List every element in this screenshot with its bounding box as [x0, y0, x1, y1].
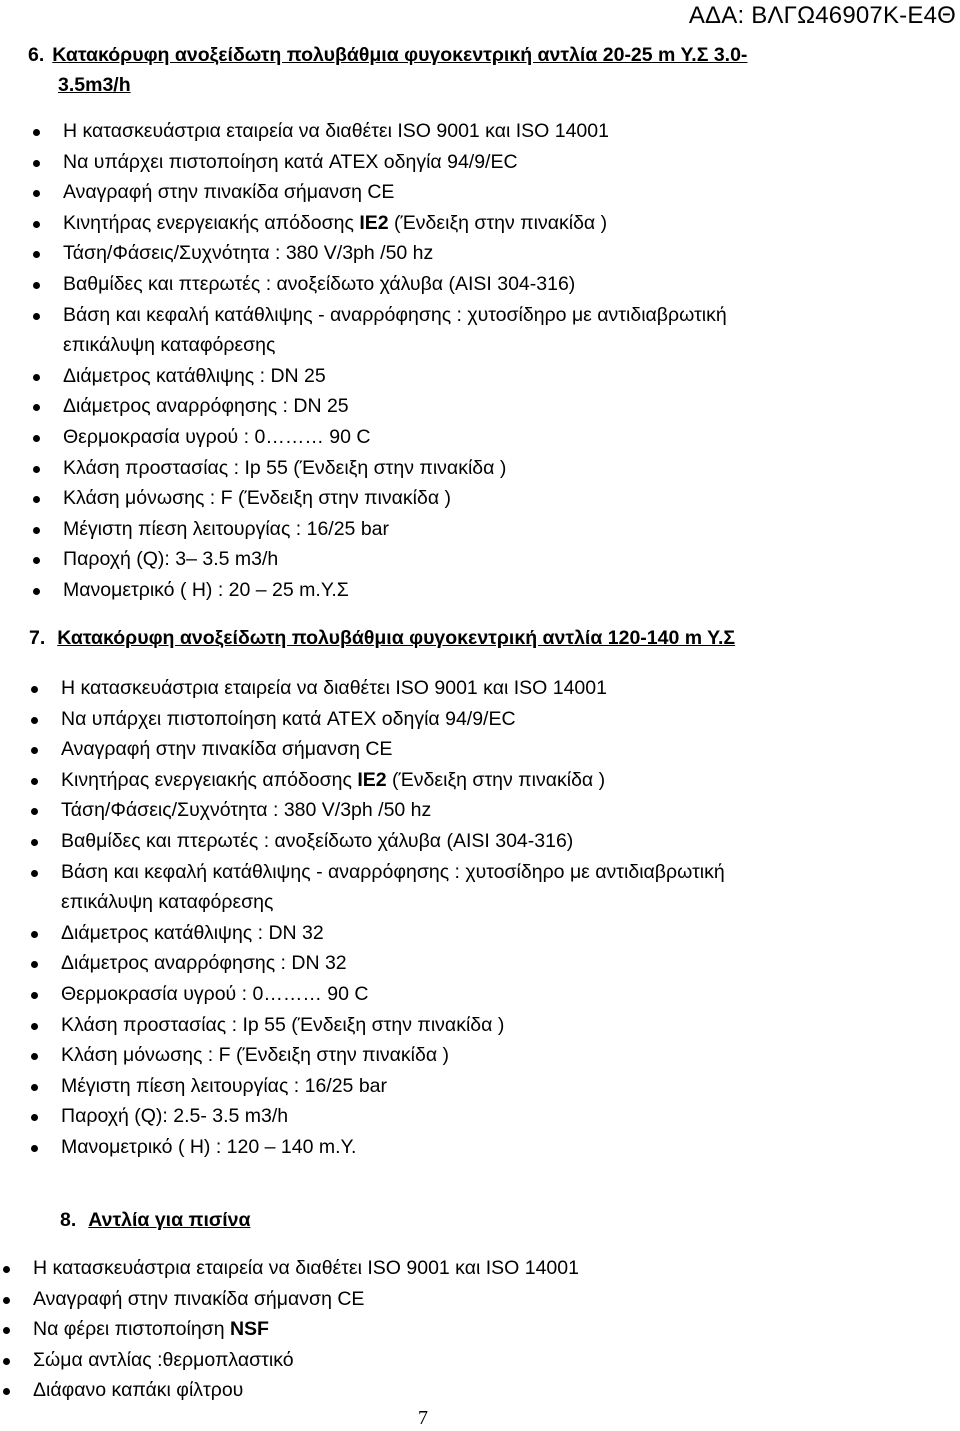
bullet-icon — [3, 1358, 10, 1365]
section-title: Αντλία για πισίνα — [88, 1209, 251, 1231]
section-title: Κατακόρυφη ανοξείδωτη πολυβάθμια φυγοκεντρική αντλία 120-140 m Y.Σ — [57, 627, 736, 649]
list-item-text: Τάση/Φάσεις/Συχνότητα : 380 V/3ph /50 hz — [61, 799, 432, 822]
list-item-text: Τάση/Φάσεις/Συχνότητα : 380 V/3ph /50 hz — [63, 242, 434, 265]
bullet-icon — [33, 435, 40, 442]
list-item-text: Να φέρει πιστοποίηση — [33, 1318, 230, 1341]
list-item — [33, 1345, 579, 1376]
bullet-icon — [3, 1266, 10, 1273]
list-item-bold-text: IE2 — [357, 768, 387, 791]
list-item-text: Αναγραφή στην πινακίδα σήμανση CE — [61, 738, 393, 761]
list-item-text: Θερμοκρασία υγρού : 0……… 90 C — [61, 982, 369, 1005]
list-item-text: Μέγιστη πίεση λειτουργίας : 16/25 bar — [63, 517, 390, 540]
list-item-text: (Ένδειξη στην πινακίδα ) — [386, 768, 606, 791]
bullet-icon — [31, 747, 38, 754]
bullet-icon — [31, 1053, 38, 1060]
list-item — [61, 795, 725, 826]
list-item — [63, 116, 727, 147]
bullet-icon — [33, 160, 40, 167]
list-item — [63, 147, 727, 178]
list-item-text: Να υπάρχει πιστοποίηση κατά ATEX οδηγία 94/9/EC — [63, 150, 518, 173]
list-item — [33, 1284, 579, 1315]
list-item — [63, 177, 727, 208]
list-item-text: Κινητήρας ενεργειακής απόδοσης — [63, 211, 360, 234]
list-item-text: Κλάση μόνωσης : F (Ένδειξη στην πινακίδα ) — [61, 1044, 450, 1067]
bullet-icon — [31, 839, 38, 846]
list-item — [61, 918, 725, 949]
bullet-icon — [31, 1145, 38, 1152]
bullet-icon — [33, 251, 40, 258]
list-item-text: Μανομετρικό ( H) : 20 – 25 m.Y.Σ — [63, 578, 349, 601]
bullet-icon — [31, 778, 38, 785]
list-item — [61, 979, 725, 1010]
bullet-icon — [33, 557, 40, 564]
list-item-text: Βαθμίδες και πτερωτές : ανοξείδωτο χάλυβα (AISI 304-316) — [63, 272, 576, 295]
list-item — [61, 948, 725, 979]
list-item — [63, 391, 727, 422]
list-item-text: Θερμοκρασία υγρού : 0……… 90 C — [63, 425, 371, 448]
list-item — [61, 734, 725, 765]
bullet-icon — [31, 686, 38, 693]
section-7-list — [61, 673, 725, 1163]
list-item-text: Σώμα αντλίας :θερμοπλαστικό — [33, 1348, 294, 1371]
list-item-text: (Ένδειξη στην πινακίδα ) — [388, 211, 608, 234]
list-item-text: Μέγιστη πίεση λειτουργίας : 16/25 bar — [61, 1074, 388, 1097]
page-number: 7 — [418, 1407, 428, 1429]
bullet-icon — [33, 190, 40, 197]
bullet-icon — [33, 282, 40, 289]
section-number: 6. — [28, 44, 45, 66]
section-title: Κατακόρυφη ανοξείδωτη πολυβάθμια φυγοκεντρική αντλία 20-25 m Y.Σ 3.0- — [52, 44, 748, 66]
bullet-icon — [33, 466, 40, 473]
list-item — [63, 361, 727, 392]
list-item — [63, 300, 727, 361]
list-item — [63, 483, 727, 514]
section-8-list — [33, 1253, 579, 1406]
bullet-icon — [33, 527, 40, 534]
bullet-icon — [33, 129, 40, 136]
section-7-heading — [29, 623, 929, 653]
list-item — [33, 1375, 579, 1406]
list-item-text: επικάλυψη καταφόρεσης — [61, 891, 274, 914]
section-6-heading — [28, 40, 928, 100]
list-item — [63, 453, 727, 484]
list-item-text: Διάμετρος κατάθλιψης : DN 25 — [63, 364, 326, 387]
list-item-text: Η κατασκευάστρια εταιρεία να διαθέτει ISO 9001 και ISO 14001 — [33, 1257, 579, 1279]
list-item — [63, 575, 727, 606]
bullet-icon — [31, 931, 38, 938]
bullet-icon — [33, 374, 40, 381]
list-item — [33, 1314, 579, 1345]
list-item — [63, 238, 727, 269]
list-item-text: Παροχή (Q): 2.5- 3.5 m3/h — [61, 1105, 289, 1128]
list-item — [33, 1253, 579, 1284]
list-item-text: Βάση και κεφαλή κατάθλιψης - αναρρόφησης : χυτοσίδηρο με αντιδιαβρωτική — [63, 303, 727, 326]
list-item-text: Βαθμίδες και πτερωτές : ανοξείδωτο χάλυβα (AISI 304-316) — [61, 829, 574, 852]
bullet-icon — [31, 1114, 38, 1121]
list-item — [63, 269, 727, 300]
list-item-text: Αναγραφή στην πινακίδα σήμανση CE — [33, 1287, 365, 1310]
list-item-text: Διάμετρος κατάθλιψης : DN 32 — [61, 921, 324, 944]
bullet-icon — [33, 404, 40, 411]
bullet-icon — [33, 588, 40, 595]
section-8-heading — [60, 1205, 660, 1235]
document-code: ΑΔΑ: ΒΛΓΩ46907Κ-Ε4Θ — [688, 2, 956, 29]
bullet-icon — [33, 313, 40, 320]
list-item-text: Παροχή (Q): 3– 3.5 m3/h — [63, 548, 279, 571]
bullet-icon — [33, 496, 40, 503]
list-item — [61, 1040, 725, 1071]
list-item-text: Βάση και κεφαλή κατάθλιψης - αναρρόφησης : χυτοσίδηρο με αντιδιαβρωτική — [61, 860, 725, 883]
list-item — [61, 704, 725, 735]
list-item — [61, 765, 725, 796]
list-item-text: Διάμετρος αναρρόφησης : DN 32 — [61, 952, 347, 975]
list-item-text: Κινητήρας ενεργειακής απόδοσης — [61, 768, 358, 791]
bullet-icon — [31, 992, 38, 999]
list-item-text: Μανομετρικό ( H) : 120 – 140 m.Y. — [61, 1135, 357, 1158]
list-item-text: Διάφανο καπάκι φίλτρου — [33, 1379, 244, 1402]
bullet-icon — [31, 961, 38, 968]
list-item-text: Η κατασκευάστρια εταιρεία να διαθέτει ISO 9001 και ISO 14001 — [61, 677, 607, 699]
list-item-text: επικάλυψη καταφόρεσης — [63, 334, 276, 357]
bullet-icon — [31, 808, 38, 815]
list-item-text: Κλάση προστασίας : Ip 55 (Ένδειξη στην πινακίδα ) — [63, 456, 507, 479]
list-item — [61, 673, 725, 704]
list-item — [63, 514, 727, 545]
section-number: 8. — [60, 1209, 77, 1231]
list-item — [61, 1132, 725, 1163]
list-item — [61, 1010, 725, 1041]
list-item-text: Διάμετρος αναρρόφησης : DN 25 — [63, 395, 349, 418]
list-item-text: Να υπάρχει πιστοποίηση κατά ATEX οδηγία 94/9/EC — [61, 707, 516, 730]
list-item-text: Αναγραφή στην πινακίδα σήμανση CE — [63, 181, 395, 204]
list-item — [63, 208, 727, 239]
list-item-bold-text: IE2 — [359, 211, 389, 234]
list-item — [61, 826, 725, 857]
bullet-icon — [3, 1388, 10, 1395]
section-number: 7. — [29, 627, 46, 649]
bullet-icon — [3, 1327, 10, 1334]
list-item-bold-text: NSF — [229, 1318, 269, 1341]
list-item-text: Κλάση μόνωσης : F (Ένδειξη στην πινακίδα ) — [63, 487, 452, 510]
bullet-icon — [33, 221, 40, 228]
list-item-text: Η κατασκευάστρια εταιρεία να διαθέτει ISO 9001 και ISO 14001 — [63, 120, 609, 142]
bullet-icon — [3, 1297, 10, 1304]
bullet-icon — [31, 870, 38, 877]
list-item — [61, 857, 725, 918]
bullet-icon — [31, 1084, 38, 1091]
list-item — [63, 422, 727, 453]
list-item — [63, 544, 727, 575]
list-item-text: Κλάση προστασίας : Ip 55 (Ένδειξη στην πινακίδα ) — [61, 1013, 505, 1036]
section-6-list — [63, 116, 727, 606]
list-item — [61, 1071, 725, 1102]
section-title-continued: 3.5m3/h — [58, 74, 131, 96]
bullet-icon — [31, 717, 38, 724]
list-item — [61, 1101, 725, 1132]
bullet-icon — [31, 1023, 38, 1030]
